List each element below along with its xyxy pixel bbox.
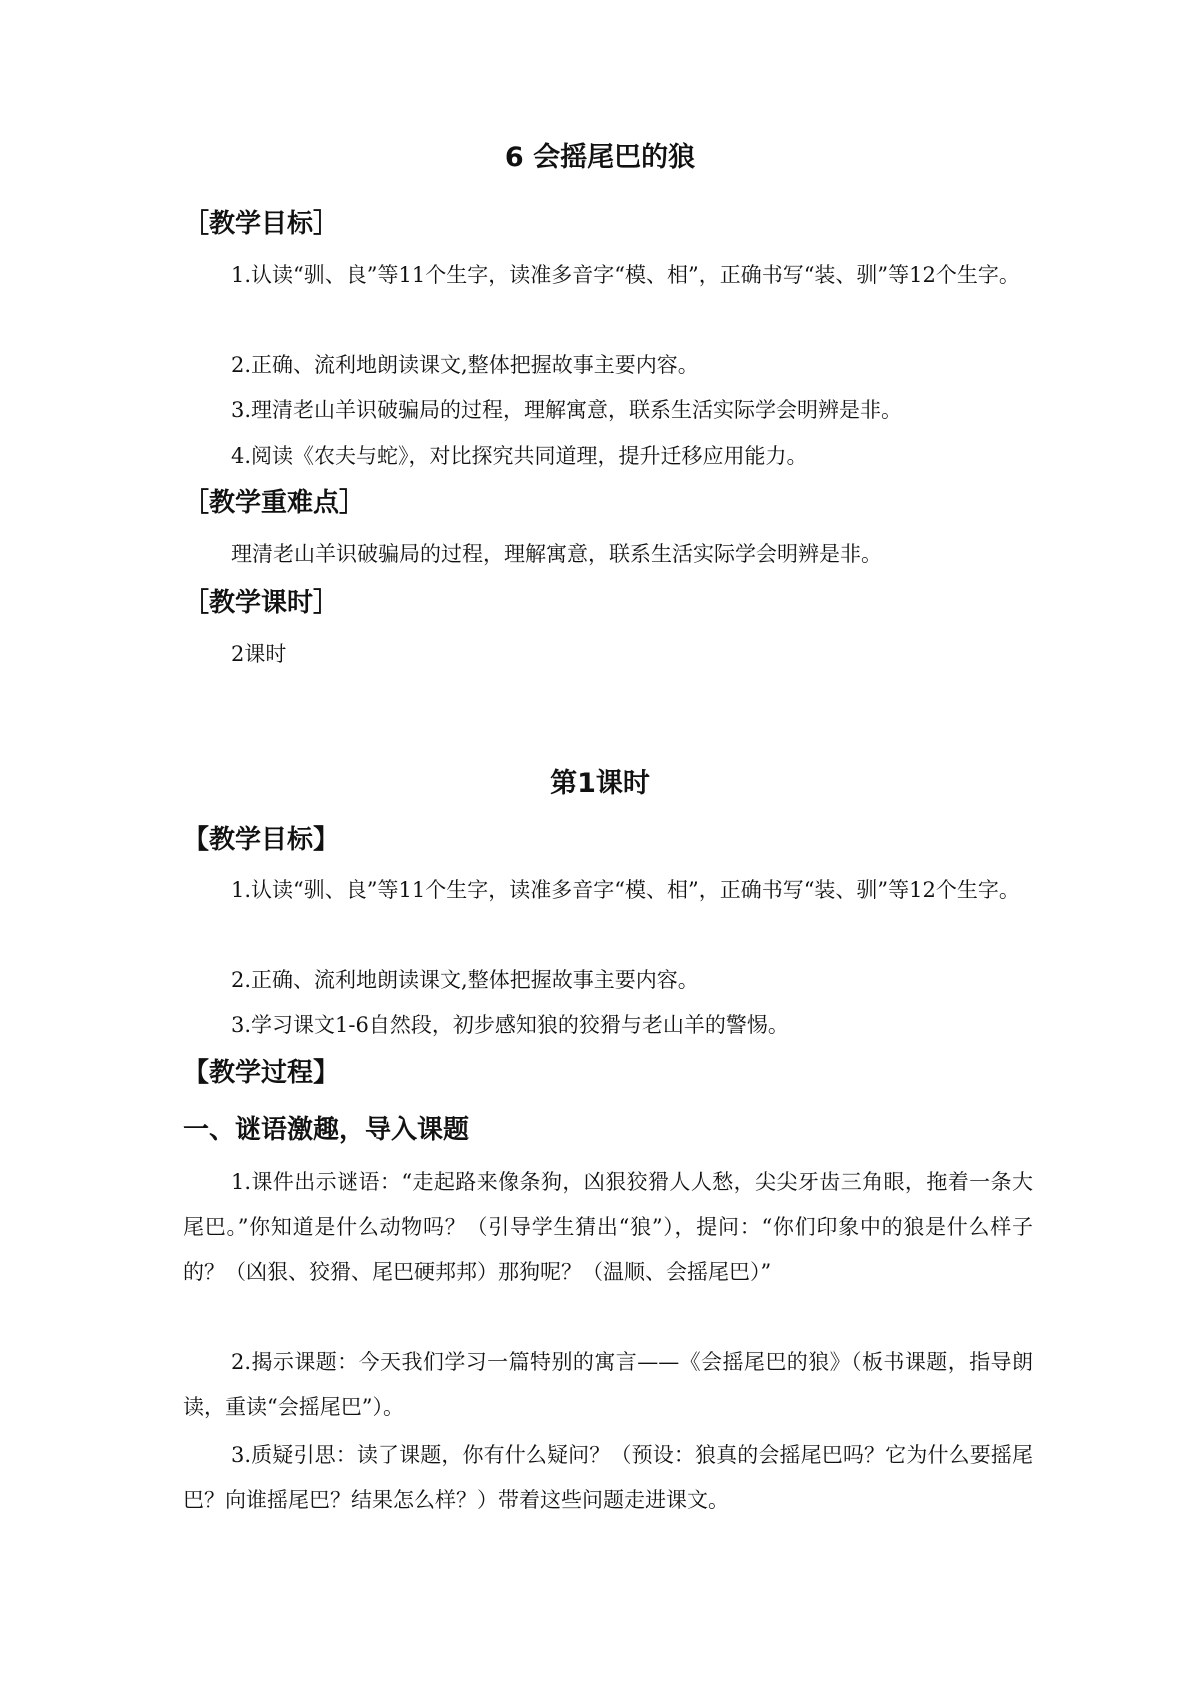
period-objective-item: 3.学习课文1-6自然段，初步感知狼的狡猾与老山羊的警惕。 bbox=[231, 1013, 789, 1037]
lesson-title: 6 会摇尾巴的狼 bbox=[504, 142, 696, 173]
section-heading: 一、谜语激趣，导入课题 bbox=[183, 1115, 470, 1145]
periods-text: 2课时 bbox=[231, 642, 287, 666]
section-item: 2.揭示课题：今天我们学习一篇特别的寓言——《会摇尾巴的狼》（板书课题，指导朗读，重读“会摇尾巴”）。 bbox=[183, 1350, 1033, 1419]
objective-item: 2.正确、流利地朗读课文,整体把握故事主要内容。 bbox=[231, 353, 699, 377]
section-item: 1.课件出示谜语：“走起路来像条狗，凶狠狡猾人人愁，尖尖牙齿三角眼，拖着一条大尾巴。”你知道是什么动物吗？（引导学生猜出“狼”），提问：“你们印象中的狼是什么样子的？（凶狠、狡猾、尾巴硬邦邦）那狗呢？（温顺、会摇尾巴）” bbox=[183, 1170, 1033, 1284]
process-heading: 【教学过程】 bbox=[183, 1058, 340, 1088]
objective-item: 1.认读“驯、良”等11个生字，读准多音字“模、相”，正确书写“装、驯”等12个生字。 bbox=[231, 263, 1020, 287]
objectives-heading: ［教学目标］ bbox=[183, 209, 340, 239]
key-points-text: 理清老山羊识破骗局的过程，理解寓意，联系生活实际学会明辨是非。 bbox=[231, 542, 882, 566]
period-objectives-heading: 【教学目标】 bbox=[183, 825, 340, 855]
period-objective-item: 1.认读“驯、良”等11个生字，读准多音字“模、相”，正确书写“装、驯”等12个生字。 bbox=[231, 878, 1020, 902]
periods-heading: ［教学课时］ bbox=[183, 588, 340, 618]
key-points-heading: ［教学重难点］ bbox=[183, 488, 366, 518]
objective-item: 3.理清老山羊识破骗局的过程，理解寓意，联系生活实际学会明辨是非。 bbox=[231, 398, 903, 422]
period-title: 第1课时 bbox=[550, 768, 650, 799]
objective-item: 4.阅读《农夫与蛇》，对比探究共同道理，提升迁移应用能力。 bbox=[231, 444, 808, 468]
section-item: 3.质疑引思：读了课题，你有什么疑问？（预设：狼真的会摇尾巴吗？它为什么要摇尾巴？向谁摇尾巴？结果怎么样？）带着这些问题走进课文。 bbox=[183, 1443, 1033, 1512]
period-objective-item: 2.正确、流利地朗读课文,整体把握故事主要内容。 bbox=[231, 968, 699, 992]
